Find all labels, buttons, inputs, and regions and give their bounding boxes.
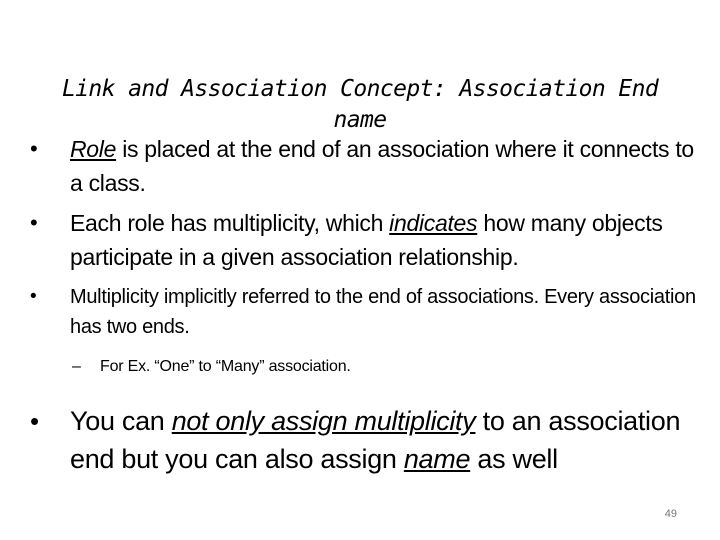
- bullet-text: as well: [470, 444, 558, 474]
- bullet-text: Multiplicity implicitly referred to the end of associations. Every association has two ends.: [70, 286, 696, 338]
- role-term: Role: [70, 136, 117, 162]
- bullet-text: to an association end but you can also assign: [70, 406, 681, 474]
- bullet-assign-name: [30, 402, 700, 478]
- emphasis-multiplicity: not only assign multiplicity: [171, 406, 476, 436]
- bullet-marker: •: [30, 286, 37, 307]
- bullet-list: [30, 132, 700, 478]
- sub-bullet-marker: –: [72, 358, 81, 375]
- bullet-marker: •: [30, 210, 38, 235]
- emphasis-name: name: [403, 444, 471, 474]
- bullet-text: Each role has multiplicity, which: [70, 210, 390, 236]
- sub-bullet-text: For Ex. “One” to “Many” association.: [100, 358, 351, 375]
- bullet-role-multiplicity: [30, 206, 700, 274]
- bullet-multiplicity-ends: [30, 282, 700, 342]
- page-number: 49: [664, 508, 677, 520]
- bullet-text: is placed at the end of an association where it connects to a class.: [70, 136, 694, 196]
- bullet-role-placement: [30, 132, 700, 200]
- slide-title: Link and Association Concept: Association End name: [61, 76, 659, 133]
- bullet-text: how many objects participate in a given association relationship.: [70, 210, 663, 270]
- indicates-term: indicates: [389, 210, 478, 236]
- bullet-text: You can: [70, 406, 172, 436]
- bullet-marker: •: [30, 136, 38, 161]
- bullet-marker: •: [30, 406, 39, 436]
- sub-bullet-example: [30, 354, 700, 380]
